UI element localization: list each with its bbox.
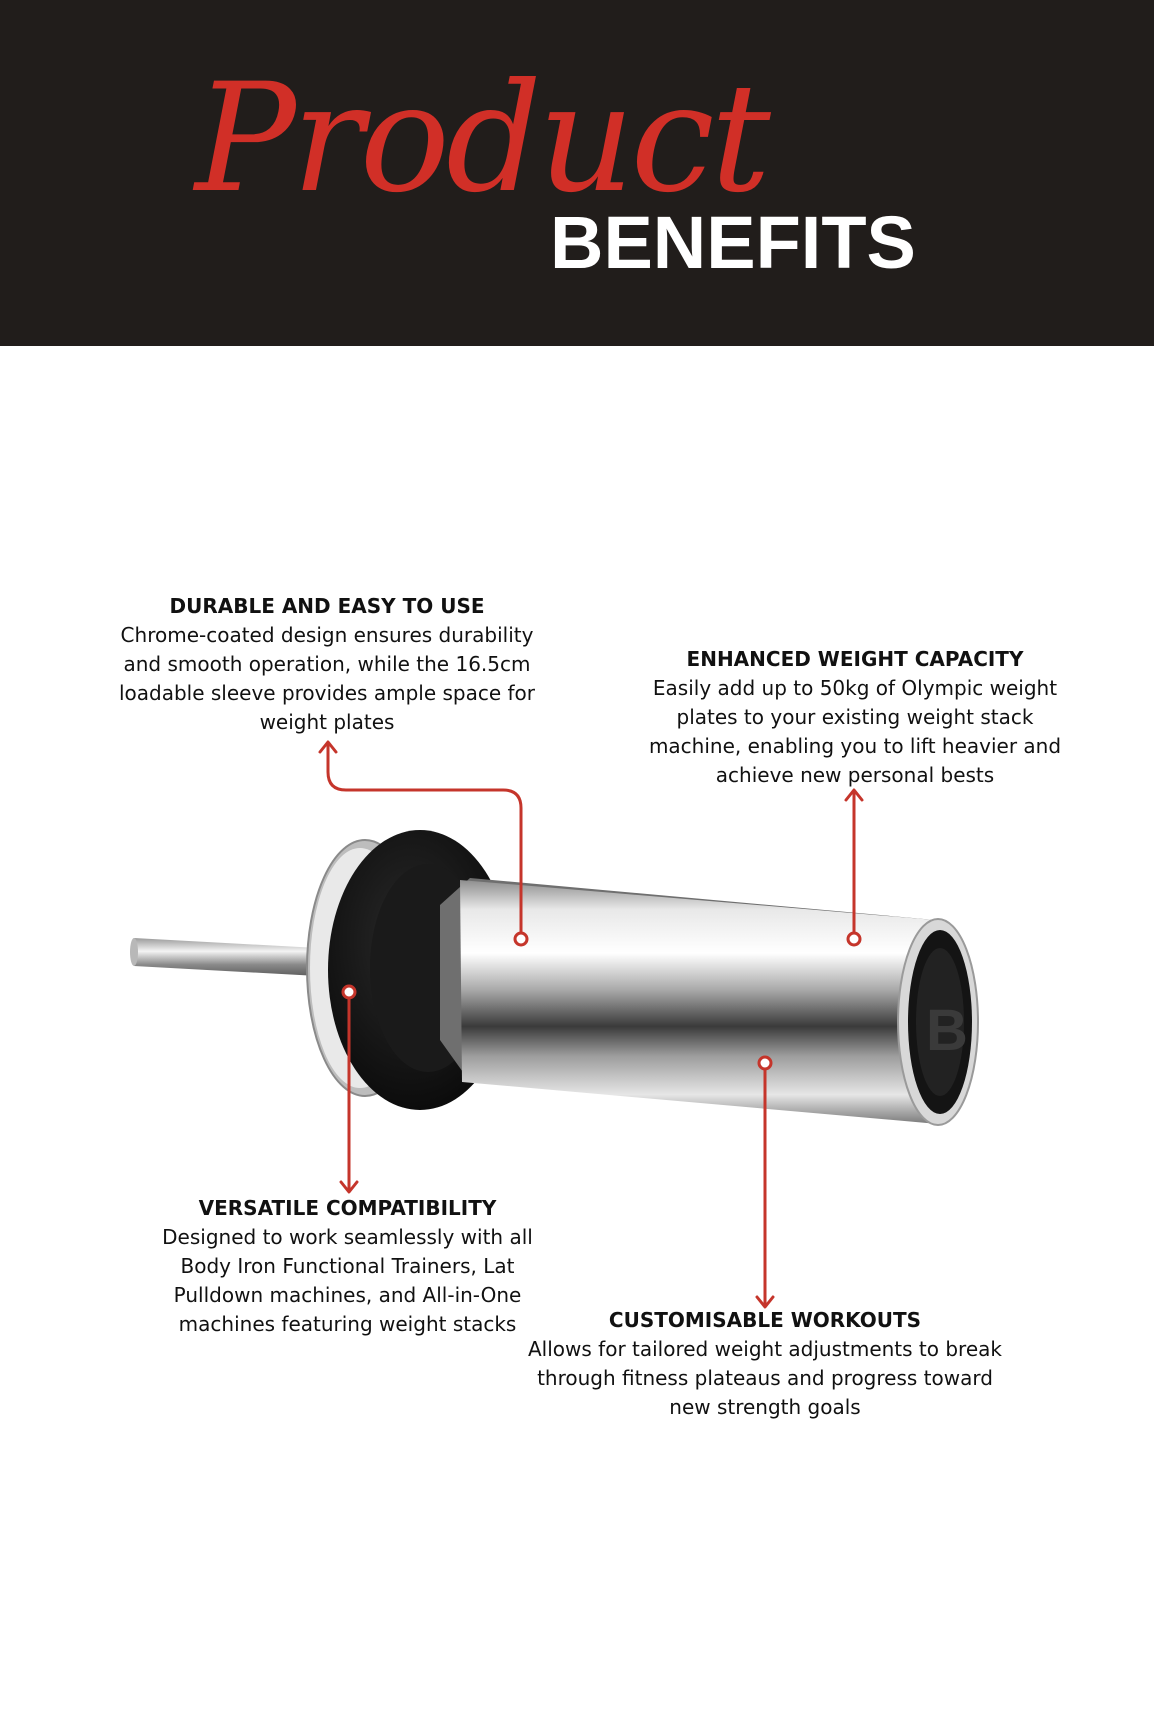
benefit-custom	[520, 1306, 1010, 1422]
benefit-heading: ENHANCED WEIGHT CAPACITY	[686, 647, 1024, 671]
versatile-dot-icon	[343, 986, 355, 998]
durable-dot-icon	[515, 933, 527, 945]
benefit-text: Allows for tailored weight adjustments to break through fitness plateaus and progress toward new strength goals	[528, 1337, 1002, 1419]
bold-title: BENEFITS	[550, 201, 916, 284]
custom-dot-icon	[759, 1057, 771, 1069]
benefit-capacity	[630, 645, 1080, 790]
benefit-durable	[117, 592, 537, 737]
benefit-heading: CUSTOMISABLE WORKOUTS	[608, 1308, 922, 1332]
benefit-text: Designed to work seamlessly with all Body Iron Functional Trainers, Lat Pulldown machines, and All-in-One machines featuring weight stacks	[162, 1225, 533, 1336]
benefit-text: Easily add up to 50kg of Olympic weight plates to your existing weight stack machine, enabling you to lift heavier and achieve new personal bests	[648, 676, 1062, 787]
script-title: Product	[195, 52, 767, 226]
logo-b-icon: B	[926, 998, 968, 1063]
benefit-versatile	[140, 1194, 555, 1339]
capacity-dot-icon	[848, 933, 860, 945]
benefit-heading: VERSATILE COMPATIBILITY	[198, 1196, 497, 1220]
sleeve-pin	[130, 938, 318, 976]
benefit-heading: DURABLE AND EASY TO USE	[169, 594, 485, 618]
benefit-text: Chrome-coated design ensures durability and smooth operation, while the 16.5cm loadable sleeve provides ample space for weight plates	[118, 623, 536, 734]
